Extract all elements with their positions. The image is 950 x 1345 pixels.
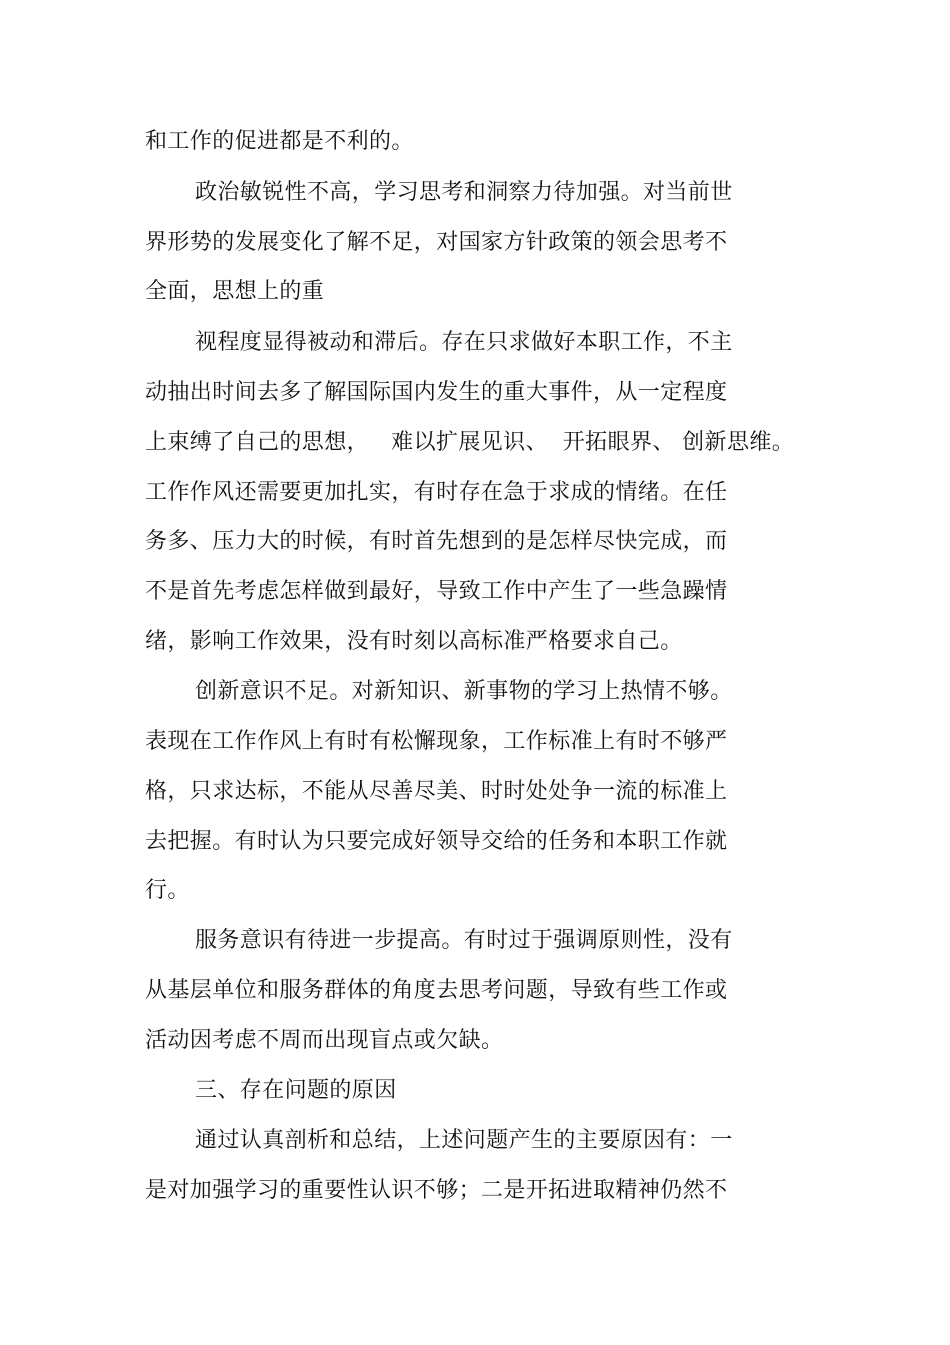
paragraph-start-line: 创新意识不足。对新知识、新事物的学习上热情不够。 [195, 679, 733, 704]
text-line: 表现在工作作风上有时有松懈现象，工作标准上有时不够严 [145, 729, 728, 754]
text-line: 绪，影响工作效果，没有时刻以高标准严格要求自己。 [145, 629, 683, 654]
paragraph-start-line: 视程度显得被动和滞后。存在只求做好本职工作，不主 [195, 330, 733, 355]
text-line: 全面，思想上的重 [145, 279, 325, 304]
text-line: 从基层单位和服务群体的角度去思考问题，导致有些工作或 [145, 978, 728, 1003]
text-line: 务多、压力大的时候，有时首先想到的是怎样尽快完成，而 [145, 529, 728, 554]
paragraph-start-line: 服务意识有待进一步提高。有时过于强调原则性，没有 [195, 928, 733, 953]
text-line: 去把握。有时认为只要完成好领导交给的任务和本职工作就 [145, 829, 728, 854]
text-line: 界形势的发展变化了解不足，对国家方针政策的领会思考不 [145, 230, 728, 255]
paragraph-start-line: 政治敏锐性不高，学习思考和洞察力待加强。对当前世 [195, 180, 733, 205]
text-line: 和工作的促进都是不利的。 [145, 129, 414, 154]
text-line: 工作作风还需要更加扎实，有时存在急于求成的情绪。在任 [145, 480, 728, 505]
section-heading: 三、存在问题的原因 [195, 1078, 397, 1103]
text-line: 活动因考虑不周而出现盲点或欠缺。 [145, 1028, 504, 1053]
paragraph-start-line: 通过认真剖析和总结，上述问题产生的主要原因有：一 [195, 1128, 733, 1153]
text-line: 动抽出时间去多了解国际国内发生的重大事件，从一定程度 [145, 380, 728, 405]
text-line: 不是首先考虑怎样做到最好，导致工作中产生了一些急躁情 [145, 579, 728, 604]
text-line: 行。 [145, 878, 190, 903]
text-line: 是对加强学习的重要性认识不够；二是开拓进取精神仍然不 [145, 1178, 728, 1203]
text-line: 格，只求达标，不能从尽善尽美、时时处处争一流的标准上 [145, 779, 728, 804]
text-line: 上束缚了自己的思想， 难以扩展见识、 开拓眼界、 创新思维。 [145, 430, 795, 455]
